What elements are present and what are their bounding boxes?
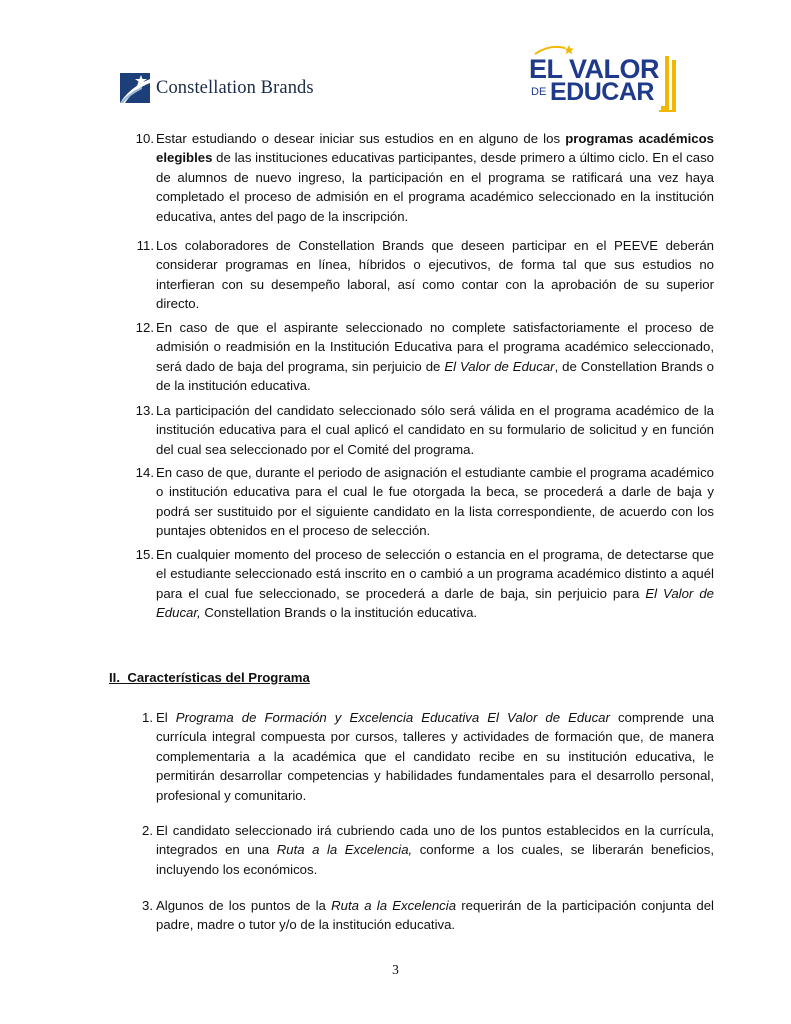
el-valor-de-educar-logo: [529, 44, 679, 114]
list-item-number: 2.: [142, 823, 153, 838]
text-segment: En caso de que, durante el periodo de asignación el estudiante cambie el programa académico o institución educativa para el cual le fue otorgada la beca, se procederá a darle de baja y podrá ser sustituido por el siguiente candidato en la lista correspondiente, de acuerdo con los puntajes obtenidos en el proceso de selección.: [156, 465, 714, 539]
page-number: 3: [392, 962, 399, 977]
logo-line-educar: EDUCAR: [550, 78, 654, 106]
list-item-text: [156, 129, 714, 226]
text-segment: En cualquier momento del proceso de selección o estancia en el programa, de detectarse que el estudiante seleccionado está inscrito en o cambió a un programa académico distinto a aquél para el cual fue seleccionado, se procederá a darle de baja, sin perjuicio para: [156, 547, 714, 601]
list-item-number: 13.: [135, 403, 154, 418]
logo-line-el-valor: EL VALOR: [529, 54, 660, 84]
text-segment: Los colaboradores de Constellation Brands que deseen participar en el PEEVE deberán considerar programas en línea, híbridos o ejecutivos, de forma tal que sus estudios no interfieran con su desempeño laboral, así como contar con la aprobación de su superior directo.: [156, 238, 714, 312]
text-segment: El: [156, 710, 176, 725]
text-segment: Ruta a la Excelencia,: [276, 842, 413, 858]
list-item-number: 14.: [135, 465, 154, 480]
text-segment: Algunos de los puntos de la: [156, 898, 332, 913]
list-item: [142, 708, 714, 805]
constellation-star-icon: [120, 73, 150, 103]
text-segment: El candidato seleccionado irá cubriendo cada uno de los puntos establecidos en la currícula, integrados en una: [156, 823, 714, 858]
list-item: [136, 236, 714, 314]
list-item: [135, 129, 714, 226]
text-segment: programas académicos elegibles: [156, 131, 714, 166]
text-segment: requerirán de la participación conjunta del padre, madre o tutor y/o de la institución educativa.: [156, 898, 714, 933]
text-segment: En caso de que el aspirante seleccionado no complete satisfactoriamente el proceso de admisión o readmisión en la Institución Educativa para el programa académico seleccionado, será dado de baja del programa, sin perjuicio de: [156, 320, 714, 374]
text-segment: , de Constellation Brands o de la institución educativa.: [156, 358, 714, 394]
constellation-brands-logo: [120, 71, 314, 105]
text-segment: El Valor de Educar,: [156, 585, 714, 621]
text-segment: Ruta a la Excelencia: [331, 898, 457, 913]
section-heading: II. Características del Programa: [109, 670, 310, 685]
list-item-number: 10.: [135, 131, 154, 146]
list-item-text: [156, 545, 714, 623]
list-item: [135, 545, 714, 623]
list-item-text: [156, 401, 714, 459]
text-segment: Constellation Brands o la institución educativa.: [200, 605, 478, 621]
list-item-number: 12.: [135, 320, 154, 335]
list-item-number: 3.: [142, 898, 153, 913]
list-item-text: [156, 463, 714, 541]
list-item: [135, 318, 714, 396]
text-segment: Estar estudiando o desear iniciar sus estudios en en alguno de los: [156, 131, 566, 146]
list-item-text: [156, 236, 714, 314]
constellation-brands-name: Constellation Brands: [156, 77, 314, 98]
list-item: [135, 463, 714, 541]
text-segment: comprende una currícula integral compuesta por cursos, talleres y actividades de formación que, de manera complementaria a la académica que el candidato recibe en su institución educativa, le permitirán desarrollar competencias y habilidades fundamentales para el desarrollo personal, profesional y comunitario.: [156, 710, 714, 803]
list-item-number: 15.: [135, 547, 154, 562]
list-item-number: 1.: [142, 710, 153, 725]
text-segment: El Valor de Educar: [444, 358, 555, 374]
list-item: [135, 401, 714, 459]
list-item: [142, 821, 714, 879]
list-item-number: 11.: [136, 238, 154, 253]
text-segment: de las instituciones educativas participantes, desde primero a último ciclo. En el caso de alumnos de nuevo ingreso, la participación en el programa se ratificará una vez haya completado el proceso de admisión en el programa académico seleccionado en la institución educativa, antes del pago de la inscripción.: [156, 150, 714, 224]
list-item-text: [156, 821, 714, 879]
logo-line-de: DE: [531, 86, 547, 98]
list-item-text: [156, 318, 714, 396]
list-item-text: [156, 708, 714, 805]
text-segment: Programa de Formación y Excelencia Educativa El Valor de Educar: [175, 710, 610, 725]
text-segment: La participación del candidato seleccionado sólo será válida en el programa académico de la institución educativa para el cual aplicó el candidato en su formulario de solicitud y en función del cual sea seleccionado por el Comité del programa.: [156, 403, 714, 457]
page-header: [0, 0, 791, 120]
text-segment: conforme a los cuales, se liberarán beneficios, incluyendo los económicos.: [156, 842, 714, 877]
list-item: [142, 896, 714, 935]
list-item-text: [156, 896, 714, 935]
